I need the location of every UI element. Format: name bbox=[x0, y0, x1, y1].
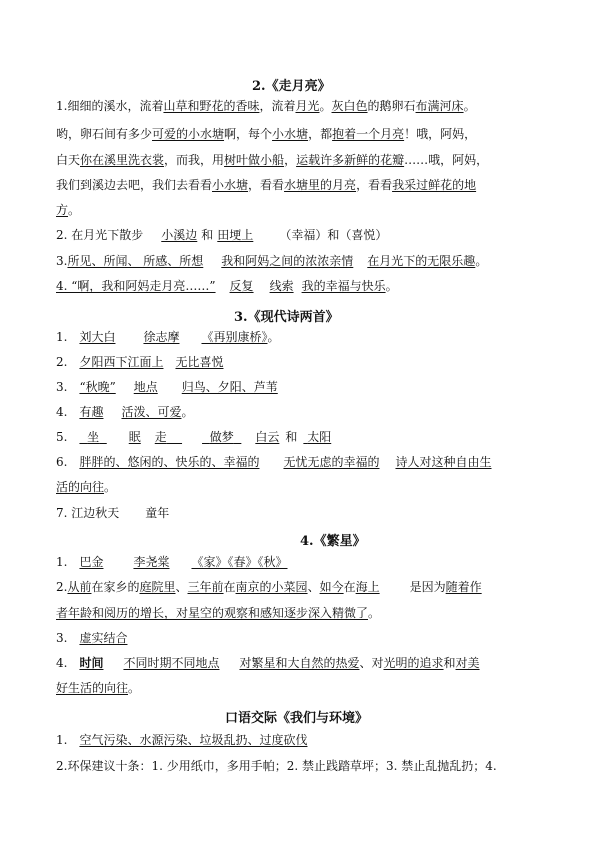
answer-line: 活的向往。 bbox=[56, 480, 117, 494]
section-title-oral-communication: 口语交际《我们与环境》 bbox=[225, 711, 369, 726]
answer-line: 3.所见、所闻、 所感、所想 我和阿妈之间的浓浓亲情 在月光下的无限乐趣。 bbox=[56, 254, 488, 268]
answer-line: 白天你在溪里洗衣裳，而我，用树叶做小船，运载许多新鲜的花瓣……哦，阿妈， bbox=[56, 153, 489, 167]
answer-line: 2.环保建议十条：1. 少用纸巾，多用手帕；2. 禁止践踏草坪；3. 禁止乱抛乱扔；4. bbox=[56, 759, 497, 773]
answer-line: 5. 坐 眠 走 做梦 白云 和 太阳 bbox=[56, 430, 332, 444]
answer-line: 3. “秋晚” 地点 归鸟、夕阳、芦苇 bbox=[56, 380, 278, 394]
answer-line: 者年龄和阅历的增长，对星空的观察和感知逐步深入精微了。 bbox=[56, 606, 381, 620]
answer-line: 1. 空气污染、水源污染、垃圾乱扔、过度砍伐 bbox=[56, 733, 308, 747]
section-title-zou-yueliang: 2.《走月亮》 bbox=[252, 79, 331, 94]
answer-line: 方。 bbox=[56, 203, 81, 217]
answer-line: 1. 巴金 李尧棠 《家》《春》《秋》 bbox=[56, 555, 288, 569]
answer-line: 2. 在月光下散步 小溪边 和 田埂上 （幸福）和（喜悦） bbox=[56, 228, 388, 242]
answer-line: 4. “啊，我和阿妈走月亮……” 反复 线索 我的幸福与快乐。 bbox=[56, 279, 398, 293]
answer-line: 哟，卵石间有多少可爱的小水塘啊，每个小水塘，都抱着一个月亮！哦，阿妈， bbox=[56, 127, 477, 141]
answer-line: 2.从前在家乡的庭院里、三年前在南京的小菜园、如今在海上 是因为随着作 bbox=[56, 580, 482, 594]
answer-line: 4. 有趣 活泼、可爱。 bbox=[56, 405, 194, 419]
section-title-fanxing: 4.《繁星》 bbox=[300, 534, 366, 549]
answer-line: 1. 刘大白 徐志摩 《再别康桥》。 bbox=[56, 330, 280, 344]
answer-line: 我们到溪边去吧，我们去看看小水塘，看看水塘里的月亮，看看我采过鲜花的地 bbox=[56, 178, 477, 192]
answer-line: 6. 胖胖的、悠闲的、快乐的、幸福的 无忧无虑的幸福的 诗人对这种自由生 bbox=[56, 455, 492, 469]
answer-line: 4. 时间 不同时期不同地点 对繁星和大自然的热爱、对光明的追求和对美 bbox=[56, 656, 480, 670]
section-title-modern-poems: 3.《现代诗两首》 bbox=[234, 310, 339, 325]
answer-line: 2. 夕阳西下江面上 无比喜悦 bbox=[56, 355, 224, 369]
answer-line: 好生活的向往。 bbox=[56, 681, 141, 695]
answer-line: 3. 虚实结合 bbox=[56, 631, 128, 645]
answer-line: 1.细细的溪水，流着山草和野花的香味，流着月光。灰白色的鹅卵石布满河床。 bbox=[56, 99, 476, 113]
answer-line: 7. 江边秋天 童年 bbox=[56, 506, 170, 520]
